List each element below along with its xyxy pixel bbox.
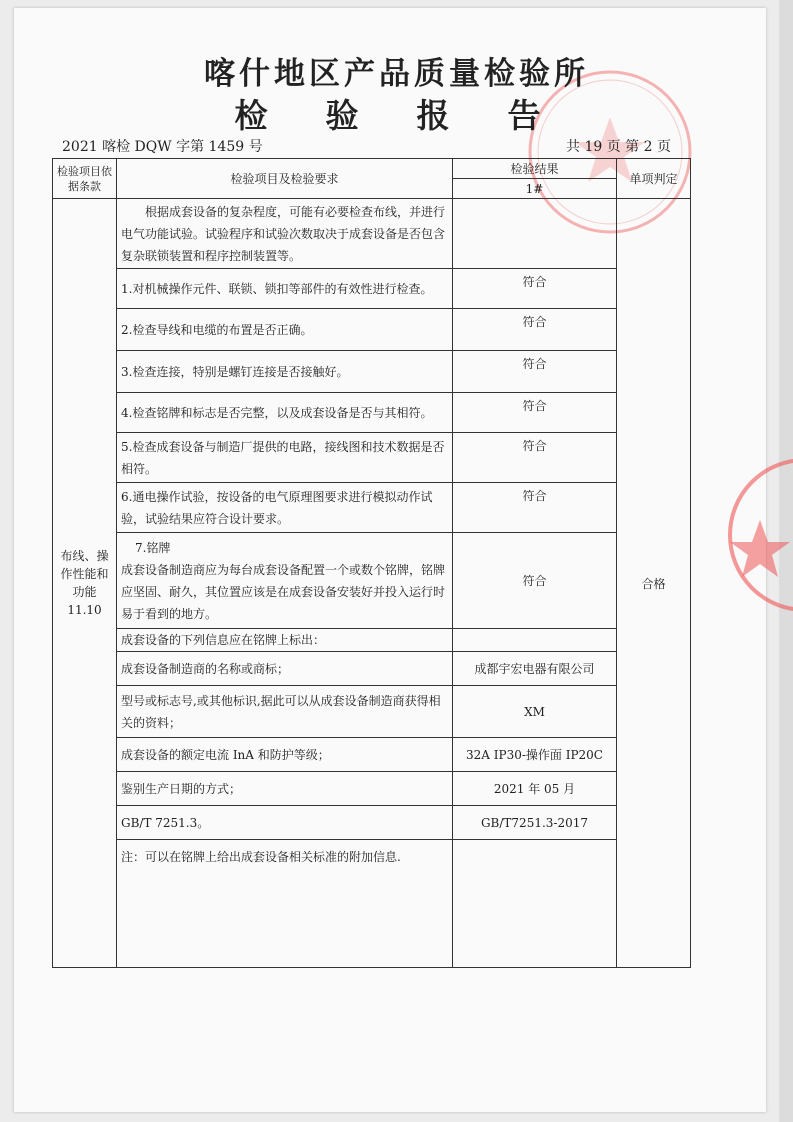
table-row: 注：可以在铭牌上给出成套设备相关标准的附加信息.: [117, 840, 453, 968]
document-number: 2021 喀检 DQW 字第 1459 号: [62, 139, 263, 155]
clause-column-header: 检验项目依据条款: [53, 159, 117, 199]
table-row: 2.检查导线和电缆的布置是否正确。: [117, 309, 453, 351]
result-cell: 符合: [453, 269, 617, 309]
clause-cell: [53, 199, 117, 968]
seam-seal: [720, 450, 793, 620]
table-row: GB/T 7251.3。: [117, 806, 453, 840]
table-row: 6.通电操作试验，按设备的电气原理图要求进行模拟动作试验，试验结果应符合设计要求。: [117, 483, 453, 533]
page-info: 共 19 页 第 2 页: [566, 139, 671, 155]
result-cell: 符合: [453, 483, 617, 533]
result-cell: [453, 840, 617, 968]
result-cell: [453, 629, 617, 652]
table-row: [117, 533, 453, 629]
table-row: 成套设备的下列信息应在铭牌上标出：: [117, 629, 453, 652]
table-row: 根据成套设备的复杂程度，可能有必要检查布线，并进行电气功能试验。试验程序和试验次数取决于成套设备是否包含复杂联锁装置和程序控制装置等。: [117, 199, 453, 269]
result-cell: 符合: [453, 309, 617, 351]
sample-id: 1#: [453, 179, 617, 199]
table-row: 成套设备制造商的名称或商标；: [117, 652, 453, 686]
table-row: 3.检查连接，特别是螺钉连接是否接触好。: [117, 351, 453, 393]
result-column-header: 检验结果: [453, 159, 617, 179]
result-cell: 成都宇宏电器有限公司: [453, 652, 617, 686]
result-cell: [453, 199, 617, 269]
item-column-header: 检验项目及检验要求: [117, 159, 453, 199]
report-title: 检验报告: [234, 96, 599, 135]
verdict-cell: 合格: [617, 199, 691, 968]
result-cell: 符合: [453, 393, 617, 433]
result-cell: 符合: [453, 533, 617, 629]
result-cell: GB/T7251.3-2017: [453, 806, 617, 840]
result-cell: 符合: [453, 351, 617, 393]
table-row: 鉴别生产日期的方式；: [117, 772, 453, 806]
result-cell: 32A IP30-操作面 IP20C: [453, 738, 617, 772]
result-cell: 符合: [453, 433, 617, 483]
nameplate-heading: 7.铭牌: [135, 540, 171, 555]
verdict-column-header: 单项判定: [617, 159, 691, 199]
clause-number: 11.10: [67, 603, 102, 617]
result-cell: XM: [453, 686, 617, 738]
nameplate-text: 成套设备制造商应为每台成套设备配置一个或数个铭牌，铭牌应坚固、耐久，其位置应该是在成套设备安装好并投入运行时易于看到的地方。: [121, 562, 446, 621]
table-row: 成套设备的额定电流 InA 和防护等级；: [117, 738, 453, 772]
institute-name: 喀什地区产品质量检验所: [204, 56, 589, 92]
table-row: 4.检查铭牌和标志是否完整，以及成套设备是否与其相符。: [117, 393, 453, 433]
inspection-table: [52, 158, 691, 968]
clause-name: 布线、操作性能和功能: [60, 549, 109, 599]
table-row: 5.检查成套设备与制造厂提供的电路，接线图和技术数据是否相符。: [117, 433, 453, 483]
result-cell: 2021 年 05 月: [453, 772, 617, 806]
table-row: 1.对机械操作元件、联锁、锁扣等部件的有效性进行检查。: [117, 269, 453, 309]
table-row: 型号或标志号,或其他标识,据此可以从成套设备制造商获得相关的资料；: [117, 686, 453, 738]
